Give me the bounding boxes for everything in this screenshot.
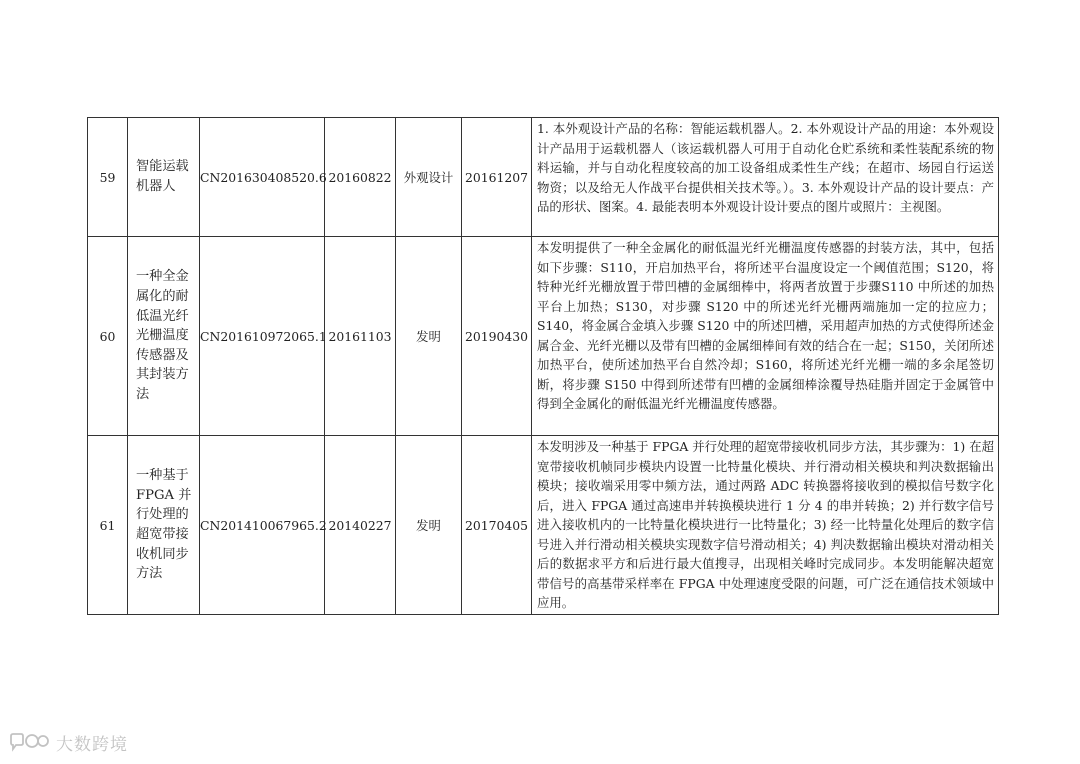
patent-abstract: 1. 本外观设计产品的名称：智能运载机器人。2. 本外观设计产品的用途：本外观设计产品用于运载机器人（该运载机器人可用于自动化仓贮系统和柔性装配系统的物料运输，并与自动化程度较高的加工设备组成柔性生产线；在超市、场园自行运送物资；以及给无人作战平台提供相关技术等。）。3. 本外观设计产品的设计要点：产品的形状、图案。4. 最能表明本外观设计设计要点的图片或照片：主视图。 <box>532 118 999 237</box>
publication-date: 20170405 <box>462 436 532 615</box>
patent-type: 发明 <box>396 436 462 615</box>
patent-name: 智能运载机器人 <box>128 118 200 237</box>
application-number: CN201410067965.2 <box>200 436 325 615</box>
table-row <box>88 436 999 615</box>
application-number: CN201610972065.1 <box>200 237 325 436</box>
patent-table <box>87 117 999 615</box>
patent-type: 外观设计 <box>396 118 462 237</box>
patent-name: 一种基于 FPGA 并行处理的超宽带接收机同步方法 <box>128 436 200 615</box>
patent-name: 一种全金属化的耐低温光纤光栅温度传感器及其封装方法 <box>128 237 200 436</box>
table-row <box>88 237 999 436</box>
patent-abstract: 本发明涉及一种基于 FPGA 并行处理的超宽带接收机同步方法，其步骤为：1) 在超宽带接收机帧同步模块内设置一比特量化模块、并行滑动相关模块和判决数据输出模块；接收端采用零中频方法，通过两路 ADC 转换器将接收到的模拟信号数字化后，进入 FPGA 通过高速串并转换模块进行 1 分 4 的串并转换；2) 并行数字信号进入接收机内的一比特量化模块进行一比特量化；3) 经一比特量化处理后的数字信号进入并行滑动相关模块实现数字信号滑动相关；4) 判决数据输出模块对滑动相关后的数据求平方和后进行最大值搜寻，出现相关峰时完成同步。本发明能解决超宽带信号的高基带采样率在 FPGA 中处理速度受限的问题，可广泛在通信技术领域中应用。 <box>532 436 999 615</box>
application-number: CN201630408520.6 <box>200 118 325 237</box>
application-date: 20140227 <box>325 436 396 615</box>
patent-type: 发明 <box>396 237 462 436</box>
application-date: 20160822 <box>325 118 396 237</box>
watermark <box>8 730 128 755</box>
table-row <box>88 118 999 237</box>
row-number: 60 <box>88 237 128 436</box>
publication-date: 20161207 <box>462 118 532 237</box>
row-number: 59 <box>88 118 128 237</box>
application-date: 20161103 <box>325 237 396 436</box>
publication-date: 20190430 <box>462 237 532 436</box>
patent-abstract: 本发明提供了一种全金属化的耐低温光纤光栅温度传感器的封装方法，其中，包括如下步骤：S110，开启加热平台，将所述平台温度设定一个阈值范围；S120，将特种光纤光栅放置于带凹槽的金属细棒中，将两者放置于步骤S110 中所述的加热平台上加热；S130，对步骤 S120 中的所述光纤光栅两端施加一定的拉应力；S140，将金属合金填入步骤 S120 中的所述凹槽，采用超声加热的方式使得所述金属合金、光纤光栅以及带有凹槽的金属细棒间有效的结合在一起；S150，关闭所述加热平台，使所述加热平台自然冷却；S160，将所述光纤光栅一端的多余尾签切断，将步骤 S150 中得到所述带有凹槽的金属细棒涂覆导热硅脂并固定于金属管中得到全金属化的耐低温光纤光栅温度传感器。 <box>532 237 999 436</box>
watermark-text: 大数跨境 <box>56 735 128 755</box>
chat-bubbles-logo-icon <box>8 732 50 754</box>
row-number: 61 <box>88 436 128 615</box>
